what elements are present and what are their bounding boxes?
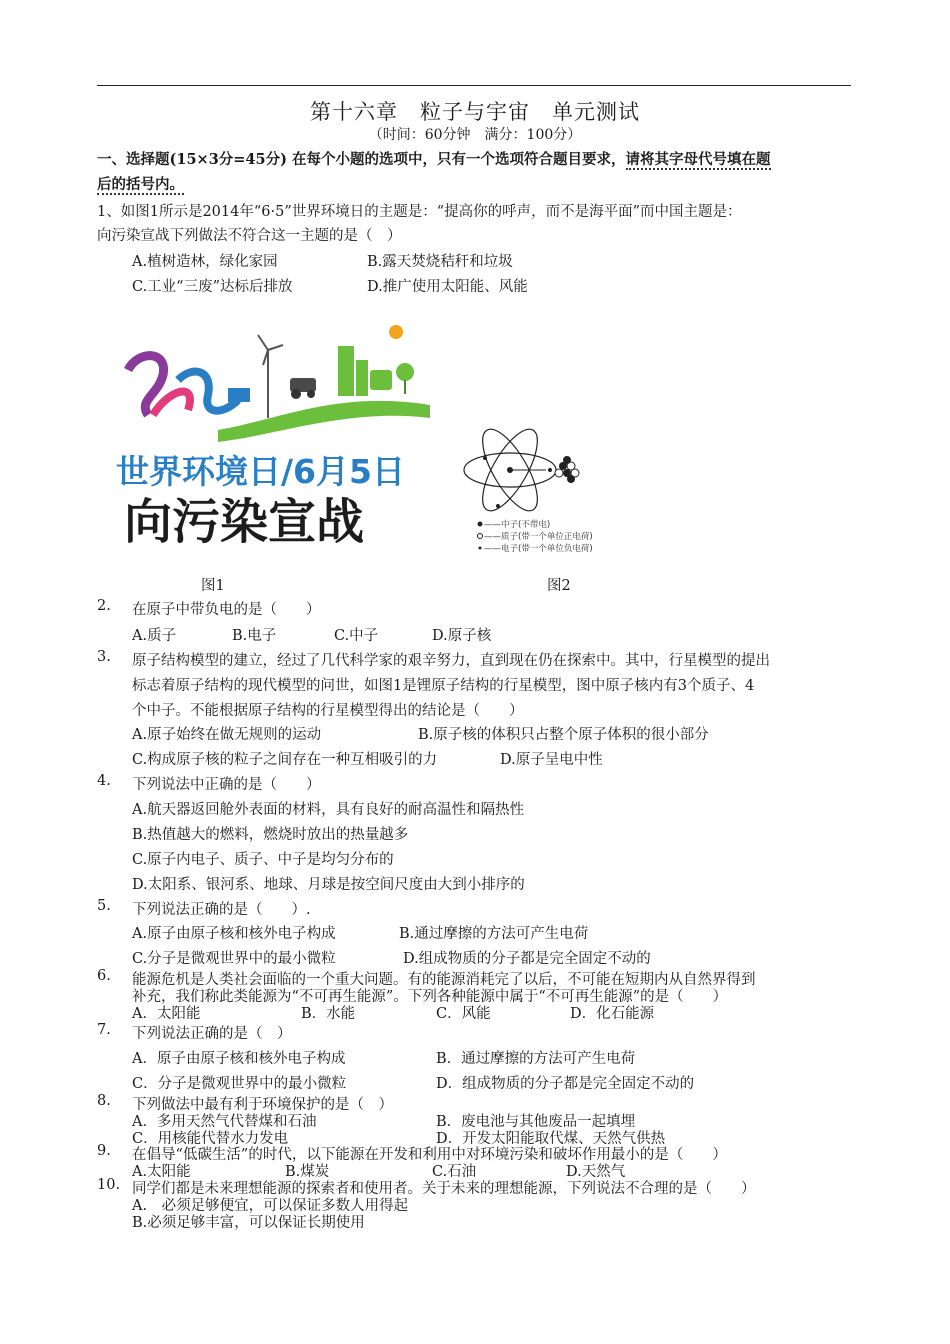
section-heading-cont	[97, 173, 184, 194]
q10-option-a: A. 必须足够便宜，可以保证多数人用得起	[132, 1198, 409, 1214]
q3-line3: 个中子。不能根据原子结构的行星模型得出的结论是（ ）	[132, 703, 524, 719]
poster-line1: 世界环境日/6月5日	[116, 452, 405, 491]
q8-number: 8.	[97, 1093, 111, 1109]
q9-option-c: C.石油	[432, 1164, 477, 1180]
section-heading-part-c: 后的括号内。	[97, 176, 184, 193]
q8-option-b: B．废电池与其他废品一起填埋	[436, 1114, 636, 1130]
figure1-caption: 图1	[201, 578, 225, 594]
q5-option-d: D.组成物质的分子都是完全固定不动的	[403, 951, 651, 967]
q3-option-c: C.构成原子核的粒子之间存在一种互相吸引的力	[132, 752, 438, 768]
proton-legend-icon	[478, 534, 483, 539]
q3-option-d: D.原子呈电中性	[500, 752, 603, 768]
q1-option-d: D.推广使用太阳能、风能	[367, 279, 528, 295]
q2-option-b: B.电子	[232, 628, 277, 644]
q6-option-c: C．风能	[436, 1006, 491, 1022]
nucleus-enlarged	[555, 456, 579, 483]
q5-option-c: C.分子是微观世界中的最小微粒	[132, 951, 336, 967]
legend-neutron: ——中子(不带电)	[484, 520, 551, 530]
q8-text: 下列做法中最有利于环境保护的是（ ）	[132, 1097, 393, 1113]
q2-option-c: C.中子	[334, 628, 379, 644]
q1-option-a: A.植树造林，绿化家园	[132, 254, 278, 270]
poster-line2: 向污染宣战	[124, 494, 365, 550]
q4-option-c: C.原子内电子、质子、中子是均匀分布的	[132, 852, 394, 868]
q5-number: 5.	[97, 898, 111, 914]
solar-panel-icon	[228, 388, 250, 402]
world-environment-day-poster	[108, 320, 442, 556]
top-rule	[97, 85, 851, 86]
figure2-caption: 图2	[547, 578, 571, 594]
q6-number: 6.	[97, 968, 111, 984]
q3-number: 3.	[97, 649, 111, 665]
neutron-legend-icon	[478, 522, 483, 527]
section-heading	[97, 148, 771, 169]
q2-option-a: A.质子	[132, 628, 177, 644]
q8-option-c: C．用核能代替水力发电	[132, 1131, 289, 1147]
q7-option-c: C．分子是微观世界中的最小微粒	[132, 1076, 347, 1092]
q10-number: 10.	[97, 1177, 121, 1193]
section-heading-part-b: 请将其字母代号填在题	[625, 151, 771, 168]
q5-option-b: B.通过摩擦的方法可产生电荷	[399, 926, 589, 942]
q4-option-b: B.热值越大的燃料，燃烧时放出的热量越多	[132, 827, 409, 843]
atom-planetary-model	[458, 410, 618, 560]
q9-text: 在倡导“低碳生活”的时代，以下能源在开发和利用中对环境污染和破坏作用最小的是（ ）	[132, 1147, 727, 1163]
q6-option-a: A．太阳能	[132, 1006, 201, 1022]
q2-text: 在原子中带负电的是（ ）	[132, 602, 321, 618]
q9-option-a: A.太阳能	[132, 1164, 191, 1180]
q9-option-b: B.煤炭	[285, 1164, 330, 1180]
q3-line1: 原子结构模型的建立，经过了几代科学家的艰辛努力，直到现在仍在探索中。其中，行星模型的提出	[132, 653, 770, 669]
building-icon	[338, 346, 354, 396]
electron-legend-icon	[479, 547, 482, 550]
page-title: 第十六章 粒子与宇宙 单元测试	[310, 100, 640, 124]
q10-option-b: B.必须足够丰富，可以保证长期使用	[132, 1215, 365, 1231]
q6-option-d: D．化石能源	[570, 1006, 655, 1022]
q8-option-d: D．开发太阳能取代煤、天然气供热	[436, 1131, 666, 1147]
q10-text: 同学们都是未来理想能源的探索者和使用者。关于未来的理想能源，下列说法不合理的是（ ）	[132, 1181, 756, 1197]
q9-number: 9.	[97, 1143, 111, 1159]
sun-icon	[389, 325, 403, 339]
legend-electron: ——电子(带一个单位负电荷)	[484, 544, 593, 554]
q6-line2: 补充，我们称此类能源为“不可再生能源”。下列各种能源中属于“不可再生能源”的是（ ）	[132, 989, 728, 1005]
q4-option-a: A.航天器返回舱外表面的材料，具有良好的耐高温性和隔热性	[132, 802, 525, 818]
q4-text: 下列说法中正确的是（ ）	[132, 777, 321, 793]
q3-option-b: B.原子核的体积只占整个原子体积的很小部分	[418, 727, 709, 743]
bus-icon	[370, 370, 392, 390]
q6-option-b: B．水能	[301, 1006, 356, 1022]
q5-text: 下列说法正确的是（ ）.	[132, 902, 311, 918]
q1-line2: 向污染宣战下列做法不符合这一主题的是（ ）	[97, 228, 402, 244]
page-subtitle: （时间：60分钟 满分：100分）	[368, 127, 582, 143]
q6-line1: 能源危机是人类社会面临的一个重大问题。有的能源消耗完了以后，不可能在短期内从自然界得到	[132, 972, 756, 988]
q1-option-b: B.露天焚烧秸秆和垃圾	[367, 254, 513, 270]
q4-option-d: D.太阳系、银河系、地球、月球是按空间尺度由大到小排序的	[132, 877, 525, 893]
q7-number: 7.	[97, 1022, 111, 1038]
q8-option-a: A．多用天然气代替煤和石油	[132, 1114, 317, 1130]
legend-proton: ——质子(带一个单位正电荷)	[484, 532, 593, 542]
electron	[548, 468, 552, 472]
q9-option-d: D.天然气	[566, 1164, 626, 1180]
q3-line2: 标志着原子结构的现代模型的问世，如图1是锂原子结构的行星模型，图中原子核内有3个质子、4	[132, 678, 755, 694]
q7-option-a: A．原子由原子核和核外电子构成	[132, 1051, 346, 1067]
q2-option-d: D.原子核	[432, 628, 492, 644]
q7-text: 下列说法正确的是（ ）	[132, 1026, 292, 1042]
q5-option-a: A.原子由原子核和核外电子构成	[132, 926, 336, 942]
q2-number: 2.	[97, 598, 111, 614]
q1-option-c: C.工业“三废”达标后排放	[132, 279, 293, 295]
section-heading-part-a: 一、选择题(15×3分=45分) 在每个小题的选项中，只有一个选项符合题目要求，	[97, 151, 626, 168]
q4-number: 4.	[97, 773, 111, 789]
q1-line1: 1、如图1所示是2014年“6·5”世界环境日的主题是：“提高你的呼声，而不是海平面”而中国主题是：	[97, 204, 742, 220]
q3-option-a: A.原子始终在做无规则的运动	[132, 727, 322, 743]
q7-option-d: D．组成物质的分子都是完全固定不动的	[436, 1076, 695, 1092]
q7-option-b: B．通过摩擦的方法可产生电荷	[436, 1051, 636, 1067]
tree-icon	[396, 363, 414, 381]
